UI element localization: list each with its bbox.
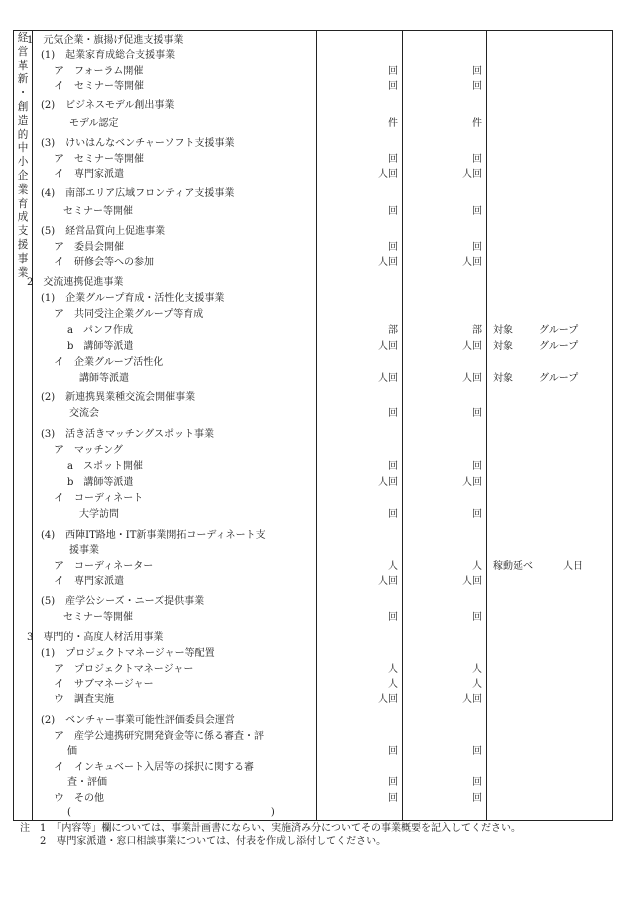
item-label: a パンフ作成 xyxy=(67,325,133,336)
actual-unit: 部 xyxy=(472,325,482,336)
footnote-1: 注 1 「内容等」欄については、事業計画書にならい、実施済み分についてその事業概要を記入してください。 xyxy=(20,823,521,834)
planned-unit: 人回 xyxy=(378,169,398,180)
item-label: (3) 活き活きマッチングスポット事業 xyxy=(41,429,214,440)
content-note-unit: グループ xyxy=(539,341,579,352)
planned-unit: 人 xyxy=(388,561,398,572)
category-char: 支 xyxy=(17,225,29,238)
category-char: 企 xyxy=(17,169,29,182)
category-char: 援 xyxy=(17,238,29,251)
category-char: 的 xyxy=(17,128,29,141)
item-label: (4) 南部エリア広域フロンティア支援事業 xyxy=(41,188,235,199)
planned-unit: 回 xyxy=(388,81,398,92)
item-label: ア 産学公連携研究開発資金等に係る審査・評 xyxy=(54,731,264,742)
category-char: 革 xyxy=(17,59,29,72)
item-label: イ セミナー等開催 xyxy=(54,81,144,92)
category-char: 成 xyxy=(17,211,29,224)
actual-unit: 回 xyxy=(472,746,482,757)
item-label: イ インキュベート入居等の採択に関する審 xyxy=(54,762,254,773)
planned-unit: 人回 xyxy=(378,257,398,268)
item-label: (1) 起業家育成総合支援事業 xyxy=(41,50,176,61)
item-label: セミナー等開催 xyxy=(63,206,133,217)
category-vertical-label xyxy=(14,31,32,279)
actual-unit: 件 xyxy=(472,118,482,129)
planned-unit: 人 xyxy=(388,679,398,690)
planned-unit: 人回 xyxy=(378,341,398,352)
item-label: (2) ベンチャー事業可能性評価委員会運営 xyxy=(41,715,235,726)
planned-unit: 件 xyxy=(388,118,398,129)
actual-unit: 人回 xyxy=(462,257,482,268)
item-label: イ 企業グループ活性化 xyxy=(54,357,164,368)
planned-unit: 回 xyxy=(388,206,398,217)
planned-unit: 回 xyxy=(388,746,398,757)
planned-unit: 回 xyxy=(388,66,398,77)
item-label: 援事業 xyxy=(69,545,99,556)
item-label: 1 元気企業・旗揚げ促進支援事業 xyxy=(27,35,184,46)
item-label: (5) 産学公シーズ・ニーズ提供事業 xyxy=(41,596,205,607)
item-label: ア 委員会開催 xyxy=(54,242,124,253)
column-divider xyxy=(32,31,33,820)
item-label: ウ 調査実施 xyxy=(54,694,114,705)
item-label: (2) 新連携異業種交流会開催事業 xyxy=(41,392,196,403)
content-note-unit: グループ xyxy=(539,325,579,336)
planned-unit: 部 xyxy=(388,325,398,336)
item-label: イ 研修会等への参加 xyxy=(54,257,154,268)
item-label: b 講師等派遣 xyxy=(67,341,134,352)
item-label: ア フォーラム開催 xyxy=(54,66,144,77)
category-char: 業 xyxy=(17,183,29,196)
actual-unit: 人 xyxy=(472,561,482,572)
content-note-label: 稼動延べ xyxy=(493,561,533,572)
report-table xyxy=(13,30,613,821)
actual-unit: 回 xyxy=(472,461,482,472)
actual-unit: 人回 xyxy=(462,477,482,488)
actual-unit: 回 xyxy=(472,242,482,253)
item-label: モデル認定 xyxy=(69,118,119,129)
category-char: 育 xyxy=(17,197,29,210)
item-label: ア プロジェクトマネージャー xyxy=(54,664,194,675)
category-char: ・ xyxy=(17,87,29,100)
item-label: a スポット開催 xyxy=(67,461,143,472)
planned-unit: 回 xyxy=(388,793,398,804)
category-char: 新 xyxy=(17,73,29,86)
content-note-label: 対象 xyxy=(493,325,513,336)
item-label: 大学訪問 xyxy=(79,509,119,520)
category-char: 中 xyxy=(17,142,29,155)
footnotes xyxy=(20,822,521,848)
content-note-unit: グループ xyxy=(539,373,579,384)
actual-unit: 回 xyxy=(472,509,482,520)
item-label: ア 共同受注企業グループ等育成 xyxy=(54,309,204,320)
item-label: ウ その他 xyxy=(54,793,104,804)
category-char: 営 xyxy=(17,45,29,58)
category-char: 創 xyxy=(17,100,29,113)
planned-unit: 回 xyxy=(388,154,398,165)
category-char: 経 xyxy=(17,32,29,44)
actual-unit: 人回 xyxy=(462,169,482,180)
actual-unit: 回 xyxy=(472,66,482,77)
item-label: (2) ビジネスモデル創出事業 xyxy=(41,100,175,111)
item-label: 価 xyxy=(67,746,77,757)
item-label: b 講師等派遣 xyxy=(67,477,134,488)
actual-unit: 人回 xyxy=(462,694,482,705)
item-label: 査・評価 xyxy=(67,777,107,788)
planned-unit: 人 xyxy=(388,664,398,675)
item-label: ( ) xyxy=(67,807,275,818)
actual-unit: 回 xyxy=(472,154,482,165)
planned-unit: 回 xyxy=(388,408,398,419)
item-label: (3) けいはんなベンチャーソフト支援事業 xyxy=(41,138,235,149)
item-label: イ コーディネート xyxy=(54,493,144,504)
actual-unit: 人 xyxy=(472,664,482,675)
actual-unit: 人回 xyxy=(462,576,482,587)
item-label: 講師等派遣 xyxy=(79,373,129,384)
actual-unit: 人回 xyxy=(462,373,482,384)
item-label: セミナー等開催 xyxy=(63,612,133,623)
planned-unit: 回 xyxy=(388,242,398,253)
planned-unit: 人回 xyxy=(378,694,398,705)
actual-unit: 回 xyxy=(472,81,482,92)
footnote-2: 2 専門家派遣・窓口相談事業については、付表を作成し添付してください。 xyxy=(20,836,387,847)
planned-unit: 人回 xyxy=(378,477,398,488)
item-label: ア マッチング xyxy=(54,445,123,456)
item-label: イ 専門家派遣 xyxy=(54,576,124,587)
planned-unit: 回 xyxy=(388,509,398,520)
planned-unit: 回 xyxy=(388,612,398,623)
item-label: 3 専門的・高度人材活用事業 xyxy=(27,632,164,643)
planned-unit: 人回 xyxy=(378,576,398,587)
actual-unit: 回 xyxy=(472,793,482,804)
actual-unit: 回 xyxy=(472,408,482,419)
item-label: イ サブマネージャー xyxy=(54,679,154,690)
item-label: (1) 企業グループ育成・活性化支援事業 xyxy=(41,293,225,304)
content-note-label: 対象 xyxy=(493,341,513,352)
planned-unit: 人回 xyxy=(378,373,398,384)
planned-unit: 回 xyxy=(388,777,398,788)
content-note-unit: 人日 xyxy=(563,561,583,572)
category-char: 事 xyxy=(17,252,29,265)
content-note-label: 対象 xyxy=(493,373,513,384)
item-label: イ 専門家派遣 xyxy=(54,169,124,180)
actual-unit: 回 xyxy=(472,777,482,788)
item-label: ア セミナー等開催 xyxy=(54,154,144,165)
item-label: (5) 経営品質向上促進事業 xyxy=(41,226,166,237)
category-char: 造 xyxy=(17,114,29,127)
planned-unit: 回 xyxy=(388,461,398,472)
column-divider xyxy=(486,31,487,820)
item-label: 交流会 xyxy=(69,408,99,419)
actual-unit: 人回 xyxy=(462,341,482,352)
item-label: 2 交流連携促進事業 xyxy=(27,277,124,288)
actual-unit: 回 xyxy=(472,206,482,217)
item-label: (1) プロジェクトマネージャー等配置 xyxy=(41,648,215,659)
category-char: 業 xyxy=(17,266,29,279)
actual-unit: 人 xyxy=(472,679,482,690)
item-label: (4) 西陣IT路地・IT新事業開拓コーディネート支 xyxy=(41,530,266,541)
item-label: ア コーディネーター xyxy=(54,561,154,572)
category-char: 小 xyxy=(17,156,29,169)
actual-unit: 回 xyxy=(472,612,482,623)
